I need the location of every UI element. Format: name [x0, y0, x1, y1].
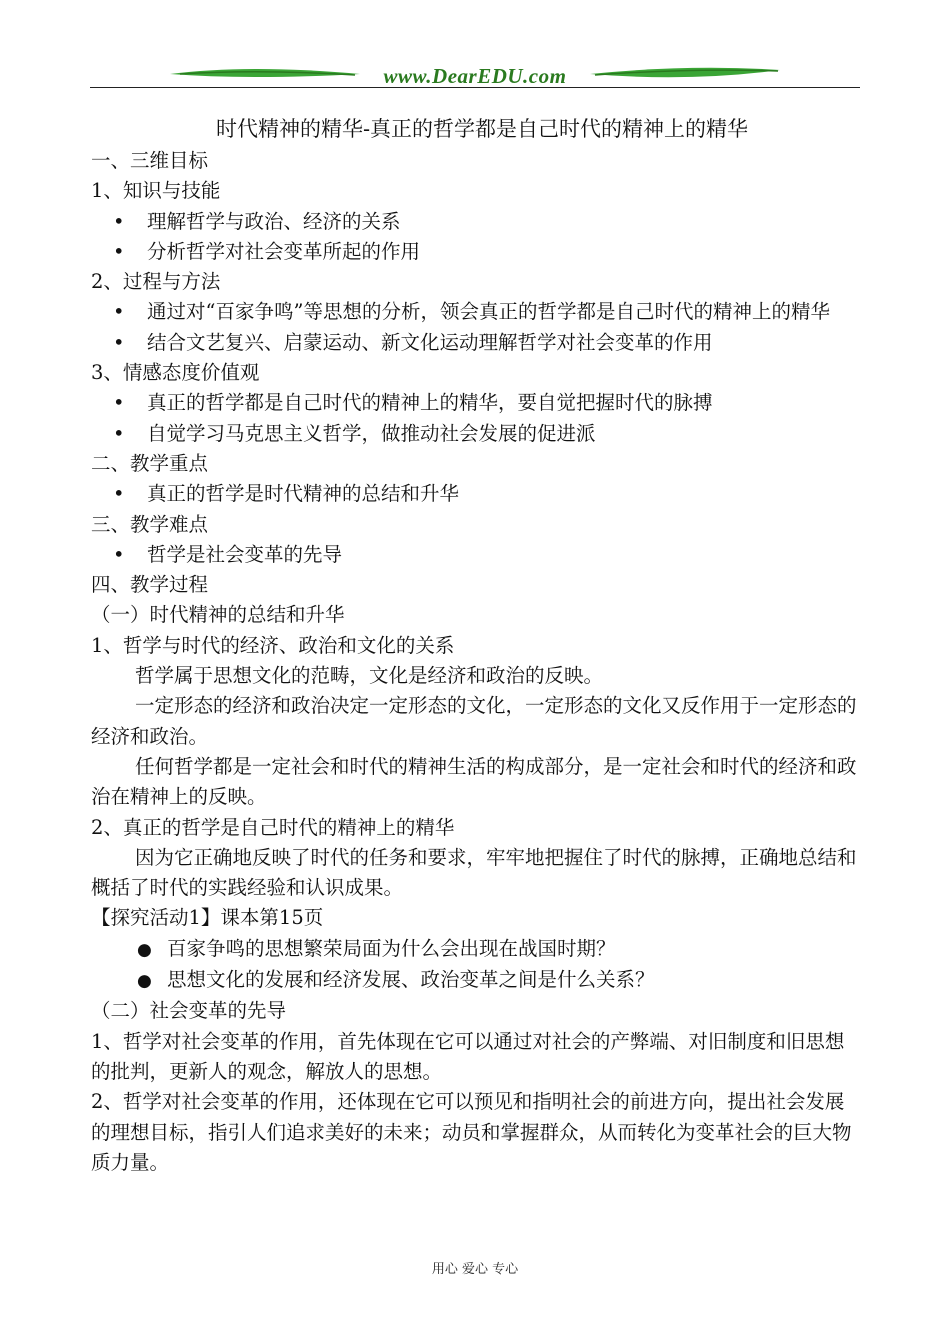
activity-heading: 【探究活动1】课本第15页 [91, 906, 324, 930]
paragraph: 因为它正确地反映了时代的任务和要求，牢牢地把握住了时代的脉搏，正确地总结和概括了时代的实践经验和认识成果。 [91, 845, 857, 900]
page-header [90, 60, 860, 92]
bullet-marker: • [113, 391, 125, 415]
paragraph: 1、哲学对社会变革的作用，首先体现在它可以通过对社会的产弊端、对旧制度和旧思想的批判，更新人的观念，解放人的思想。 [91, 1029, 845, 1083]
dot-marker: ● [137, 971, 152, 992]
bullet-marker: • [113, 542, 125, 566]
bullet-item: • 通过对“百家争鸣”等思想的分析，领会真正的哲学都是自己时代的精神上的精华 [91, 297, 861, 327]
subsection-heading: 2、真正的哲学是自己时代的精神上的精华 [91, 815, 455, 839]
dot-marker: ● [137, 939, 152, 960]
brand-logo-text: www.DearEDU.com [383, 64, 567, 88]
bullet-marker: • [113, 330, 125, 354]
bullet-marker: • [113, 209, 125, 233]
header-rule [90, 87, 860, 88]
subsection-heading: 3、情感态度价值观 [91, 361, 260, 385]
subsection-heading: 1、哲学与时代的经济、政治和文化的关系 [91, 633, 455, 657]
document-body [91, 112, 861, 1178]
bullet-item: • 真正的哲学都是自己时代的精神上的精华，要自觉把握时代的脉搏 [91, 388, 861, 418]
subsection-heading: 1、知识与技能 [91, 179, 221, 203]
bullet-item: • 自觉学习马克思主义哲学，做推动社会发展的促进派 [91, 419, 861, 449]
bullet-marker: • [113, 300, 125, 324]
bullet-item: • 哲学是社会变革的先导 [91, 540, 861, 570]
paragraph: 哲学属于思想文化的范畴，文化是经济和政治的反映。 [135, 664, 604, 688]
bullet-marker: • [113, 239, 125, 263]
question-item: ● 思想文化的发展和经济发展、政治变革之间是什么关系？ [91, 965, 861, 996]
question-item: ● 百家争鸣的思想繁荣局面为什么会出现在战国时期？ [91, 934, 861, 965]
paragraph: 一定形态的经济和政治决定一定形态的文化，一定形态的文化又反作用于一定形态的经济和政治。 [91, 694, 857, 748]
document-title: 时代精神的精华-真正的哲学都是自己时代的精神上的精华 [215, 117, 749, 141]
section-heading: 二、教学重点 [91, 451, 209, 475]
bullet-marker: • [113, 421, 125, 445]
section-heading: 一、三维目标 [91, 149, 209, 172]
paragraph: 任何哲学都是一定社会和时代的精神生活的构成部分，是一定社会和时代的经济和政治在精神上的反映。 [91, 754, 857, 809]
bullet-item: • 结合文艺复兴、启蒙运动、新文化运动理解哲学对社会变革的作用 [91, 328, 861, 358]
bullet-marker: • [113, 482, 125, 506]
section-heading: 四、教学过程 [91, 573, 209, 597]
page-footer: 用心 爱心 专心 [431, 1262, 519, 1277]
part-heading: （二）社会变革的先导 [91, 999, 287, 1023]
bullet-item: • 分析哲学对社会变革所起的作用 [91, 237, 861, 267]
subsection-heading: 2、过程与方法 [91, 270, 221, 294]
paragraph: 2、哲学对社会变革的作用，还体现在它可以预见和指明社会的前进方向，提出社会发展的理想目标，指引人们追求美好的未来；动员和掌握群众，从而转化为变革社会的巨大物质力量。 [91, 1090, 852, 1174]
bullet-item: • 理解哲学与政治、经济的关系 [91, 207, 861, 237]
bullet-item: • 真正的哲学是时代精神的总结和升华 [91, 479, 861, 509]
section-heading: 三、教学难点 [91, 512, 209, 536]
part-heading: （一）时代精神的总结和升华 [91, 603, 345, 627]
